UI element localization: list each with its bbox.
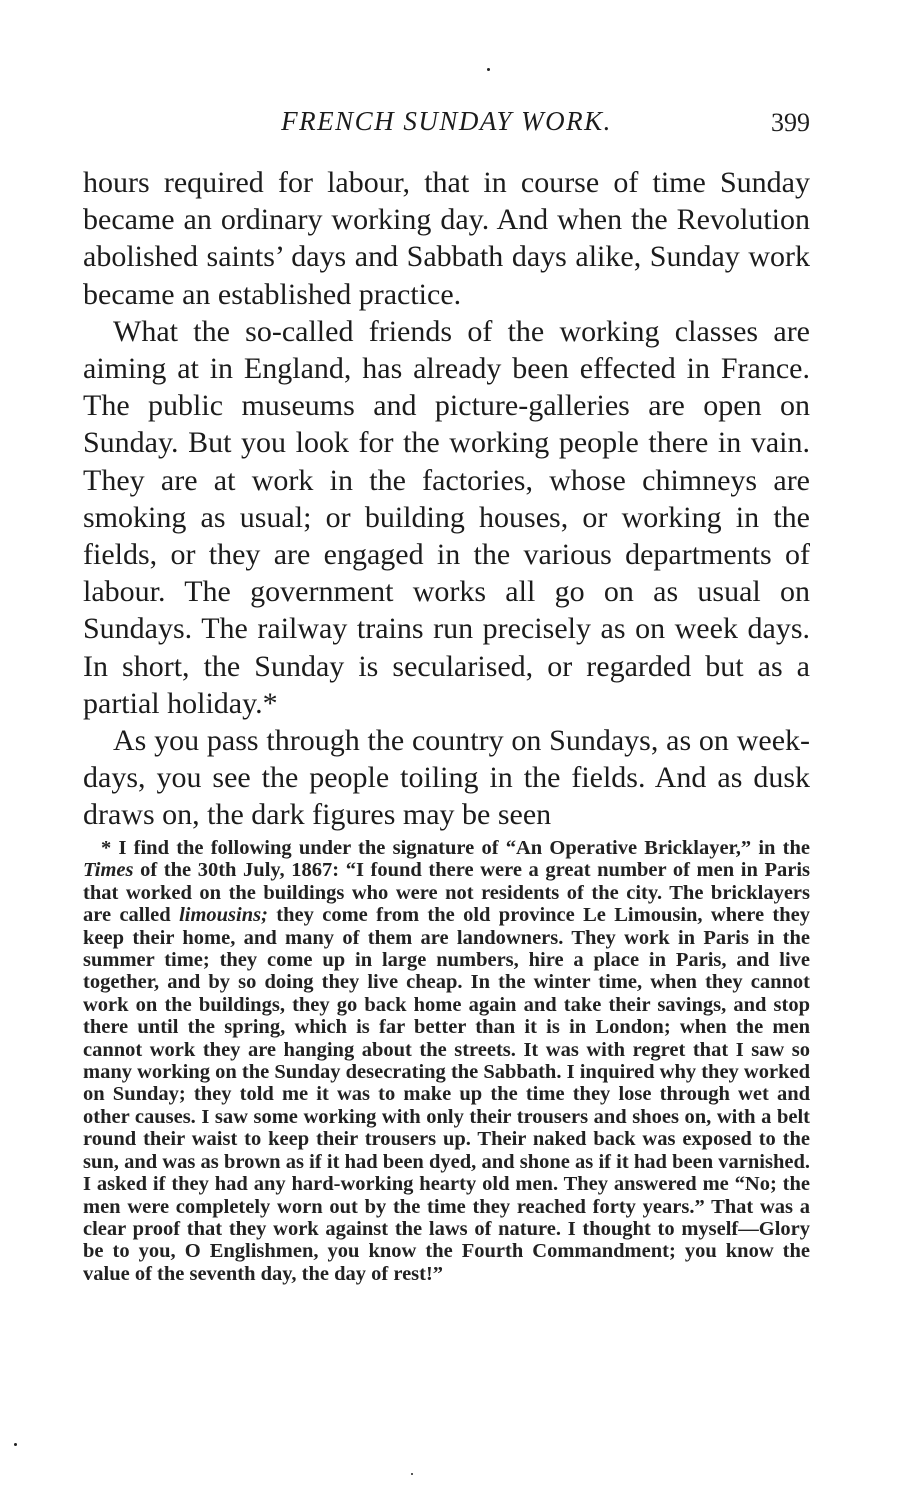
page-header	[83, 106, 810, 146]
paragraph: What the so-called friends of the working classes are aiming at in England, has already been effected in France. The public museums and picture-galleries are open on Sunday. But you look for the working people there in vain. They are at work in the factories, whose chimneys are smoking as usual; or building houses, or working in the fields, or they are engaged in the various departments of labour. The government works all go on as usual on Sundays. The railway trains run precisely as on week days. In short, the Sunday is secularised, or regarded but as a partial holiday.*	[83, 314, 810, 720]
print-speck	[14, 1443, 17, 1446]
running-title: FRENCH SUNDAY WORK.	[281, 106, 612, 136]
paragraph: As you pass through the country on Sundays, as on week-days, you see the people toiling in the fields. And as dusk draws on, the dark figures may be seen	[83, 724, 810, 832]
page-number: 399	[771, 108, 810, 137]
footnote-text-part: they come from the old province Le Limousin, where they keep their home, and many of them are landowners. They work in Paris in the summer time; they come up in large numbers, hire a place in Paris, and live together, and by so doing they live cheap. In the winter time, when they cannot work on the buildings, they go back home again and take their savings, and stop there until the spring, which is far better than it is in London; when the men cannot work they are hanging about the streets. It was with regret that I saw so many working on the Sunday desecrating the Sabbath. I inquired why they worked on Sunday; they told me it was to make up the time they lose through wet and other causes. I saw some working with only their trousers and shoes on, with a belt round their waist to keep their trousers up. Their naked back was exposed to the sun, and was as brown as if it had been dyed, and shone as if it had been varnished. I asked if they had any hard-working hearty old men. They answered me “No; the men were completely worn out by the time they reached forty years.” That was a clear proof that they work against the laws of nature. I thought to myself—Glory be to you, O Englishmen, you know the Fourth Commandment; you know the value of the seventh day, the day of rest!”	[83, 904, 810, 1285]
paragraph: hours required for labour, that in course of time Sunday became an ordinary working day. And when the Revolution abolished saints’ days and Sabbath days alike, Sunday work became an established practice.	[83, 166, 810, 311]
print-speck	[487, 68, 490, 71]
print-speck	[411, 1473, 413, 1475]
footnote-text-part: * I find the following under the signature of “An Operative Bricklayer,” in the	[101, 837, 810, 859]
footnote	[83, 837, 810, 1285]
main-text	[83, 164, 810, 834]
footnote-text-part: of the 30th July, 1867: “I found there were a great number of men in Paris that worked on the buildings who were not residents of the city. The bricklayers are called	[83, 859, 810, 927]
footnote-text	[83, 837, 810, 1285]
newspaper-title: Times	[83, 859, 134, 882]
italic-term: limousins;	[179, 904, 268, 927]
